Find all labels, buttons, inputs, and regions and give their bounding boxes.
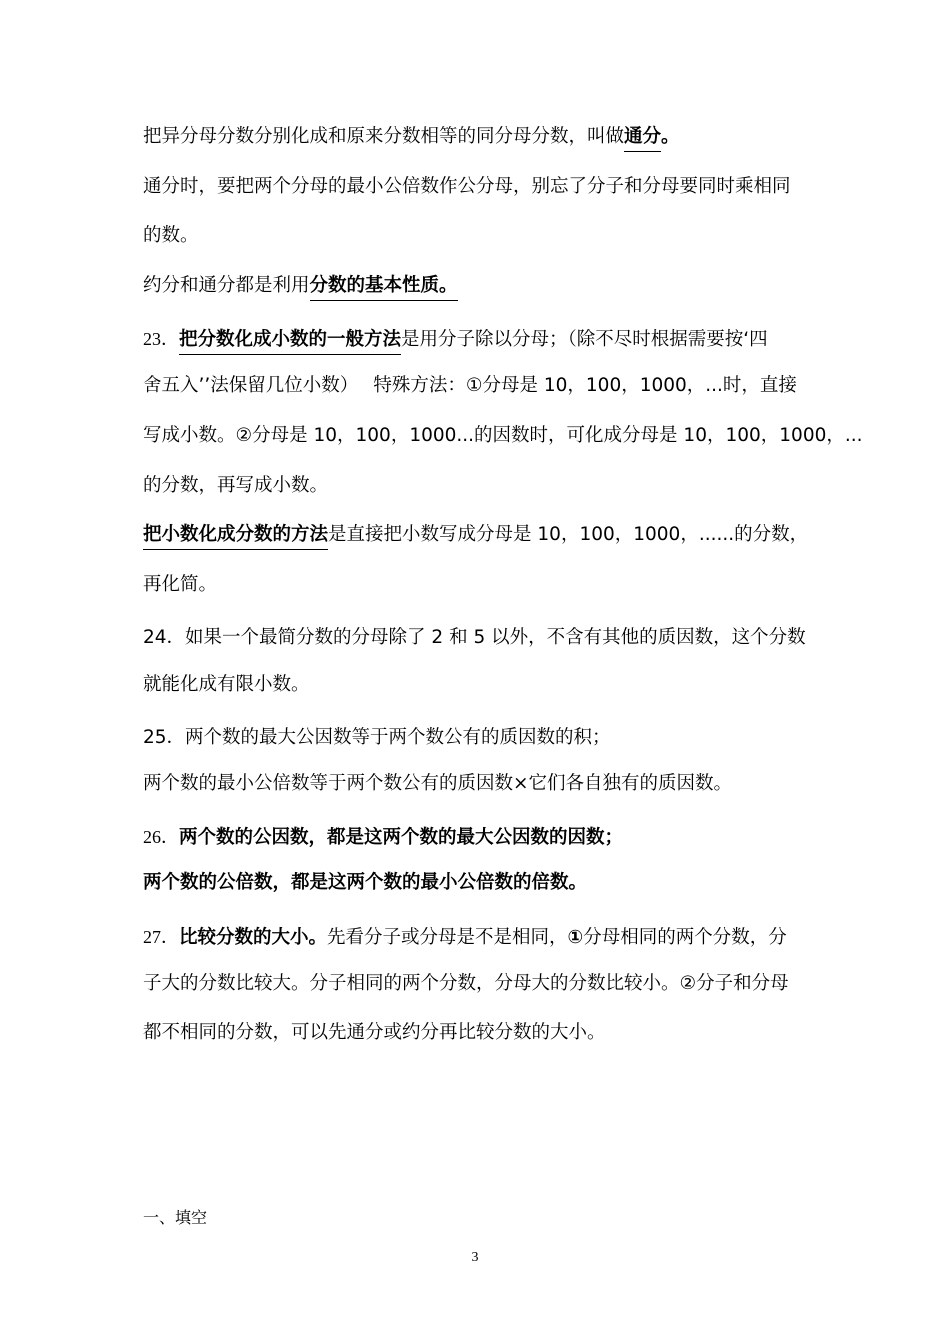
text: 把异分母分数分别化成和原来分数相等的同分母分数，叫做 xyxy=(143,126,625,147)
section-heading: 一、填空 xyxy=(143,1208,208,1227)
item-24-line1: 24．如果一个最简分数的分母除了 2 和 5 以外，不含有其他的质因数，这个分数 xyxy=(143,627,806,648)
text: 先看分子或分母是不是相同， xyxy=(327,927,568,948)
page-number: 3 xyxy=(471,1250,479,1265)
term-fraction-to-decimal: 把分数化成小数的一般方法 xyxy=(179,328,401,355)
item-27-line3: 都不相同的分数，可以先通分或约分再比较分数的大小。 xyxy=(143,1022,606,1043)
text: 是直接把小数写成分母是 10，100，1000，......的分数， xyxy=(328,524,809,545)
item-26-line1 xyxy=(143,825,623,850)
item-25-line2: 两个数的最小公倍数等于两个数公有的质因数×它们各自独有的质因数。 xyxy=(143,773,733,794)
paragraph-line: 通分时，要把两个分母的最小公倍数作公分母，别忘了分子和分母要同时乘相同 xyxy=(143,176,791,197)
item-number: 26． xyxy=(143,827,179,847)
paragraph-basic-property xyxy=(143,274,458,301)
term-compare-fractions: 比较分数的大小。 xyxy=(179,927,328,948)
term-decimal-to-fraction: 把小数化成分数的方法 xyxy=(143,523,328,550)
item-27-line2: 子大的分数比较大。分子相同的两个分数，分母大的分数比较小。②分子和分母 xyxy=(143,973,789,994)
text: 两个数的公因数，都是这两个数的最大公因数的因数； xyxy=(179,827,624,848)
item-23-line3: 写成小数。②分母是 10，100，1000...的因数时，可化成分母是 10，100，1000，... xyxy=(143,425,863,446)
circled-number: ① xyxy=(567,927,584,948)
item-27-line1 xyxy=(143,925,787,950)
decimal-to-fraction-line1 xyxy=(143,523,808,550)
text: 是用分子除以分母；（除不尽时根据需要按‘四 xyxy=(401,329,768,350)
item-number: 23． xyxy=(143,329,179,349)
item-26-line2: 两个数的公倍数，都是这两个数的最小公倍数的倍数。 xyxy=(143,872,588,893)
term-basic-property: 分数的基本性质。 xyxy=(310,274,458,301)
paragraph-line: 的数。 xyxy=(143,225,199,246)
decimal-to-fraction-line2: 再化简。 xyxy=(143,574,218,595)
paragraph-tongfen-definition xyxy=(143,125,680,152)
term-tongfen: 通分 xyxy=(624,125,661,152)
text: 分母相同的两个分数，分 xyxy=(583,927,787,948)
item-24-line2: 就能化成有限小数。 xyxy=(143,674,310,695)
item-23-line1 xyxy=(143,327,768,355)
item-number: 27． xyxy=(143,927,179,947)
text: 约分和通分都是利用 xyxy=(143,275,310,296)
text: 。 xyxy=(661,126,680,147)
item-25-line1: 25．两个数的最大公因数等于两个数公有的质因数的积； xyxy=(143,727,611,748)
item-23-line4: 的分数，再写成小数。 xyxy=(143,475,329,496)
item-23-line2: 舍五入’’法保留几位小数） 特殊方法：①分母是 10，100，1000，...时，直接 xyxy=(143,375,797,396)
